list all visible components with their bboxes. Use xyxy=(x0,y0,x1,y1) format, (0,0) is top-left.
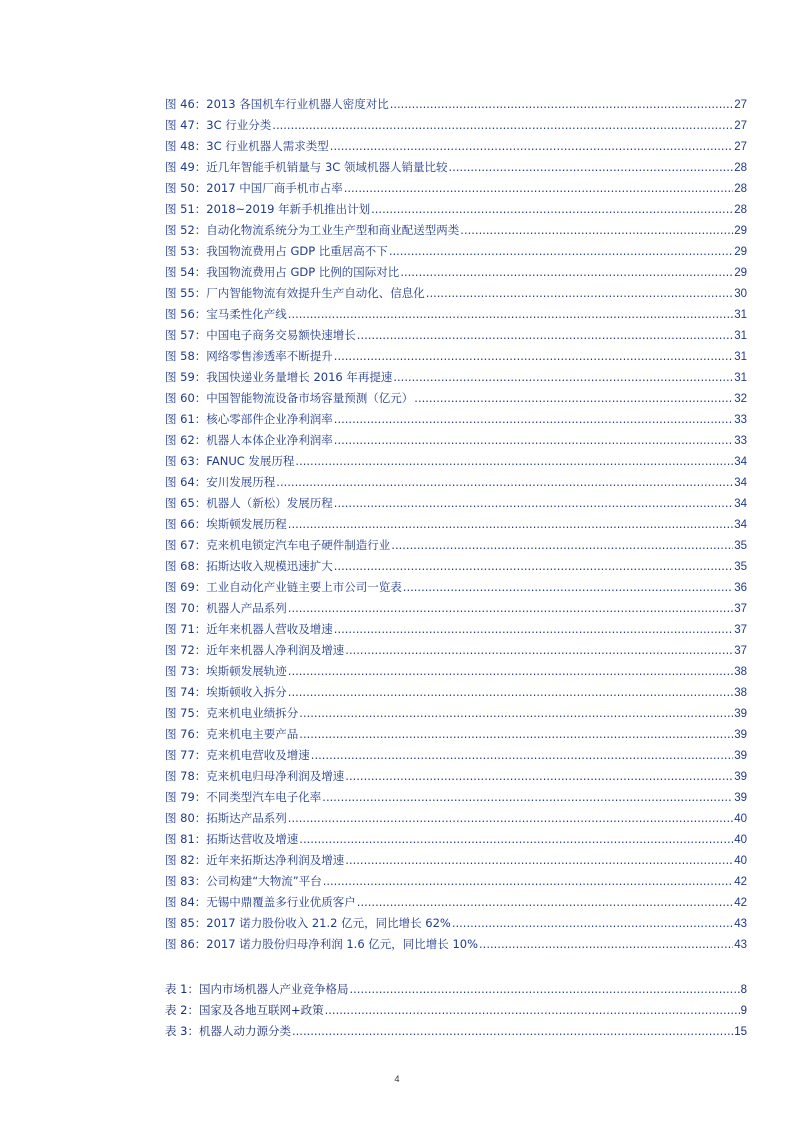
entry-label: 图 58：网络零售渗透率不断提升 xyxy=(165,349,333,363)
entry-label: 图 65：机器人（新松）发展历程 xyxy=(165,496,333,510)
entry-page-number: 28 xyxy=(734,183,747,195)
entry-label: 图 86：2017 诺力股份归母净利润 1.6 亿元，同比增长 10% xyxy=(165,937,479,951)
entry-label: 图 76：克来机电主要产品 xyxy=(165,727,299,741)
leader-dots xyxy=(334,409,733,430)
entry-page-number: 27 xyxy=(734,141,747,153)
leader-dots xyxy=(403,577,733,598)
entry-page-number: 39 xyxy=(734,771,747,783)
entry-page-number: 40 xyxy=(734,813,747,825)
entry-label: 图 66：埃斯顿发展历程 xyxy=(165,517,287,531)
toc-figure-entry[interactable] xyxy=(165,472,747,493)
entry-page-number: 43 xyxy=(734,918,747,930)
entry-page-number: 33 xyxy=(734,435,747,447)
entry-page-number: 37 xyxy=(734,624,747,636)
toc-figure-entry[interactable] xyxy=(165,199,747,220)
leader-dots xyxy=(479,934,733,955)
entry-label: 图 63：FANUC 发展历程 xyxy=(165,454,295,468)
entry-label: 图 79：不同类型汽车电子化率 xyxy=(165,790,322,804)
entry-label: 图 47：3C 行业分类 xyxy=(165,118,272,132)
entry-page-number: 34 xyxy=(734,498,747,510)
leader-dots xyxy=(345,640,733,661)
toc-figure-entry[interactable] xyxy=(165,850,747,871)
leader-dots xyxy=(344,178,733,199)
leader-dots xyxy=(288,661,733,682)
leader-dots xyxy=(334,346,733,367)
toc-figure-entry[interactable] xyxy=(165,598,747,619)
entry-label: 图 78：克来机电归母净利润及增速 xyxy=(165,769,345,783)
entry-page-number: 42 xyxy=(734,897,747,909)
toc-figure-entry[interactable] xyxy=(165,367,747,388)
entry-page-number: 27 xyxy=(734,99,747,111)
entry-page-number: 39 xyxy=(734,792,747,804)
entry-page-number: 35 xyxy=(734,561,747,573)
entry-label: 图 75：克来机电业绩拆分 xyxy=(165,706,299,720)
toc-figure-entry[interactable] xyxy=(165,430,747,451)
toc-figure-entry[interactable] xyxy=(165,304,747,325)
leader-dots xyxy=(288,598,733,619)
entry-page-number: 37 xyxy=(734,603,747,615)
entry-page-number: 36 xyxy=(734,582,747,594)
toc-figure-entry[interactable] xyxy=(165,178,747,199)
toc-table-entry[interactable] xyxy=(165,1000,747,1021)
entry-page-number: 38 xyxy=(734,687,747,699)
leader-dots xyxy=(334,556,733,577)
entry-label: 图 52：自动化物流系统分为工业生产型和商业配送型两类 xyxy=(165,223,460,237)
entry-label: 图 57：中国电子商务交易额快速增长 xyxy=(165,328,356,342)
entry-page-number: 38 xyxy=(734,666,747,678)
entry-label: 图 70：机器人产品系列 xyxy=(165,601,287,615)
entry-page-number: 8 xyxy=(740,984,747,996)
entry-page-number: 34 xyxy=(734,519,747,531)
toc-figure-entry[interactable] xyxy=(165,577,747,598)
page-number: 4 xyxy=(394,1074,400,1084)
leader-dots xyxy=(334,619,733,640)
leader-dots xyxy=(299,829,733,850)
entry-label: 图 74：埃斯顿收入拆分 xyxy=(165,685,287,699)
entry-label: 图 48：3C 行业机器人需求类型 xyxy=(165,139,329,153)
entry-page-number: 28 xyxy=(734,204,747,216)
toc-figure-entry[interactable] xyxy=(165,787,747,808)
entry-label: 图 72：近年来机器人净利润及增速 xyxy=(165,643,345,657)
toc-figure-entry[interactable] xyxy=(165,241,747,262)
leader-dots xyxy=(448,157,733,178)
entry-page-number: 40 xyxy=(734,855,747,867)
leader-dots xyxy=(391,535,733,556)
entry-label: 图 84：无锡中鼎覆盖多行业优质客户 xyxy=(165,895,356,909)
leader-dots xyxy=(295,451,733,472)
entry-label: 图 64：安川发展历程 xyxy=(165,475,276,489)
entry-label: 图 50：2017 中国厂商手机市占率 xyxy=(165,181,343,195)
entry-page-number: 31 xyxy=(734,330,747,342)
leader-dots xyxy=(460,220,733,241)
entry-page-number: 31 xyxy=(734,372,747,384)
toc-figure-entry[interactable] xyxy=(165,514,747,535)
entry-label: 图 77：克来机电营收及增速 xyxy=(165,748,310,762)
toc-figure-entry[interactable] xyxy=(165,283,747,304)
leader-dots xyxy=(400,262,733,283)
toc-figure-entry[interactable] xyxy=(165,115,747,136)
toc-figure-entry[interactable] xyxy=(165,661,747,682)
leader-dots xyxy=(288,514,733,535)
entry-page-number: 39 xyxy=(734,750,747,762)
entry-label: 图 67：克来机电锁定汽车电子硬件制造行业 xyxy=(165,538,391,552)
leader-dots xyxy=(299,724,733,745)
leader-dots xyxy=(393,367,733,388)
leader-dots xyxy=(345,766,733,787)
leader-dots xyxy=(334,493,733,514)
leader-dots xyxy=(426,283,733,304)
toc-figure-entry[interactable] xyxy=(165,682,747,703)
entry-page-number: 34 xyxy=(734,456,747,468)
leader-dots xyxy=(272,115,733,136)
leader-dots xyxy=(371,199,733,220)
entry-label: 图 54：我国物流费用占 GDP 比例的国际对比 xyxy=(165,265,400,279)
entry-page-number: 28 xyxy=(734,162,747,174)
entry-label: 图 60：中国智能物流设备市场容量预测（亿元） xyxy=(165,391,414,405)
leader-dots xyxy=(389,241,733,262)
toc-figure-entry[interactable] xyxy=(165,346,747,367)
entry-page-number: 43 xyxy=(734,939,747,951)
entry-label: 图 73：埃斯顿发展轨迹 xyxy=(165,664,287,678)
toc-figure-entry[interactable] xyxy=(165,766,747,787)
toc-figure-entry[interactable] xyxy=(165,703,747,724)
entry-label: 图 51：2018~2019 年新手机推出计划 xyxy=(165,202,371,216)
leader-dots xyxy=(276,472,733,493)
toc-figure-entry[interactable] xyxy=(165,388,747,409)
toc-figure-entry[interactable] xyxy=(165,157,747,178)
leader-dots xyxy=(414,388,733,409)
toc-table-entry[interactable] xyxy=(165,979,747,1000)
toc-figure-entry[interactable] xyxy=(165,871,747,892)
toc-figure-entry[interactable] xyxy=(165,808,747,829)
toc-figure-entry[interactable] xyxy=(165,745,747,766)
entry-label: 图 62：机器人本体企业净利润率 xyxy=(165,433,333,447)
leader-dots xyxy=(357,892,733,913)
leader-dots xyxy=(349,979,739,1000)
toc-figure-entry[interactable] xyxy=(165,409,747,430)
entry-label: 图 85：2017 诺力股份收入 21.2 亿元，同比增长 62% xyxy=(165,916,451,930)
toc-table-entry[interactable] xyxy=(165,1021,747,1042)
toc-figure-entry[interactable] xyxy=(165,136,747,157)
entry-label: 图 71：近年来机器人营收及增速 xyxy=(165,622,333,636)
entry-page-number: 29 xyxy=(734,225,747,237)
leader-dots xyxy=(334,430,733,451)
leader-dots xyxy=(292,1021,733,1042)
entry-label: 图 59：我国快递业务量增长 2016 年再提速 xyxy=(165,370,393,384)
entry-page-number: 29 xyxy=(734,267,747,279)
entry-page-number: 30 xyxy=(734,288,747,300)
entry-page-number: 31 xyxy=(734,309,747,321)
toc-figure-entry[interactable] xyxy=(165,619,747,640)
toc-figure-entry[interactable] xyxy=(165,451,747,472)
toc-figure-entry[interactable] xyxy=(165,829,747,850)
entry-page-number: 27 xyxy=(734,120,747,132)
entry-label: 图 53：我国物流费用占 GDP 比重居高不下 xyxy=(165,244,388,258)
entry-page-number: 15 xyxy=(734,1026,747,1038)
leader-dots xyxy=(299,703,733,724)
leader-dots xyxy=(452,913,733,934)
entry-label: 图 61：核心零部件企业净利润率 xyxy=(165,412,333,426)
leader-dots xyxy=(345,850,733,871)
entry-page-number: 34 xyxy=(734,477,747,489)
toc-figure-entry[interactable] xyxy=(165,640,747,661)
entry-page-number: 39 xyxy=(734,729,747,741)
entry-label: 图 55：厂内智能物流有效提升生产自动化、信息化 xyxy=(165,286,425,300)
toc-figure-entry[interactable] xyxy=(165,262,747,283)
toc-figure-entry[interactable] xyxy=(165,556,747,577)
entry-page-number: 29 xyxy=(734,246,747,258)
entry-page-number: 31 xyxy=(734,351,747,363)
entry-page-number: 35 xyxy=(734,540,747,552)
entry-page-number: 39 xyxy=(734,708,747,720)
figure-list xyxy=(165,94,747,955)
toc-figure-entry[interactable] xyxy=(165,535,747,556)
table-list xyxy=(165,979,747,1042)
entry-label: 表 3：机器人动力源分类 xyxy=(165,1024,291,1038)
entry-label: 图 56：宝马柔性化产线 xyxy=(165,307,287,321)
entry-page-number: 42 xyxy=(734,876,747,888)
leader-dots xyxy=(288,304,733,325)
toc-figure-entry[interactable] xyxy=(165,94,747,115)
toc-figure-entry[interactable] xyxy=(165,493,747,514)
toc-figure-entry[interactable] xyxy=(165,325,747,346)
toc-figure-entry[interactable] xyxy=(165,934,747,955)
toc-figure-entry[interactable] xyxy=(165,913,747,934)
leader-dots xyxy=(288,808,733,829)
entry-label: 图 69：工业自动化产业链主要上市公司一览表 xyxy=(165,580,402,594)
entry-label: 图 81：拓斯达营收及增速 xyxy=(165,832,299,846)
entry-page-number: 40 xyxy=(734,834,747,846)
leader-dots xyxy=(288,682,733,703)
entry-page-number: 37 xyxy=(734,645,747,657)
entry-label: 图 83：公司构建“大物流”平台 xyxy=(165,874,322,888)
entry-page-number: 9 xyxy=(740,1005,747,1017)
entry-label: 图 49：近几年智能手机销量与 3C 领域机器人销量比较 xyxy=(165,160,448,174)
toc-figure-entry[interactable] xyxy=(165,220,747,241)
entry-label: 表 2：国家及各地互联网+政策 xyxy=(165,1003,324,1017)
entry-label: 图 82：近年来拓斯达净利润及增速 xyxy=(165,853,345,867)
toc-figure-entry[interactable] xyxy=(165,892,747,913)
leader-dots xyxy=(322,787,733,808)
leader-dots xyxy=(357,325,733,346)
leader-dots xyxy=(325,1000,740,1021)
entry-page-number: 33 xyxy=(734,414,747,426)
leader-dots xyxy=(330,136,733,157)
entry-label: 表 1：国内市场机器人产业竞争格局 xyxy=(165,982,349,996)
entry-page-number: 32 xyxy=(734,393,747,405)
entry-label: 图 46：2013 各国机车行业机器人密度对比 xyxy=(165,97,389,111)
entry-label: 图 80：拓斯达产品系列 xyxy=(165,811,287,825)
leader-dots xyxy=(311,745,733,766)
toc-figure-entry[interactable] xyxy=(165,724,747,745)
leader-dots xyxy=(323,871,734,892)
entry-label: 图 68：拓斯达收入规模迅速扩大 xyxy=(165,559,333,573)
leader-dots xyxy=(390,94,733,115)
